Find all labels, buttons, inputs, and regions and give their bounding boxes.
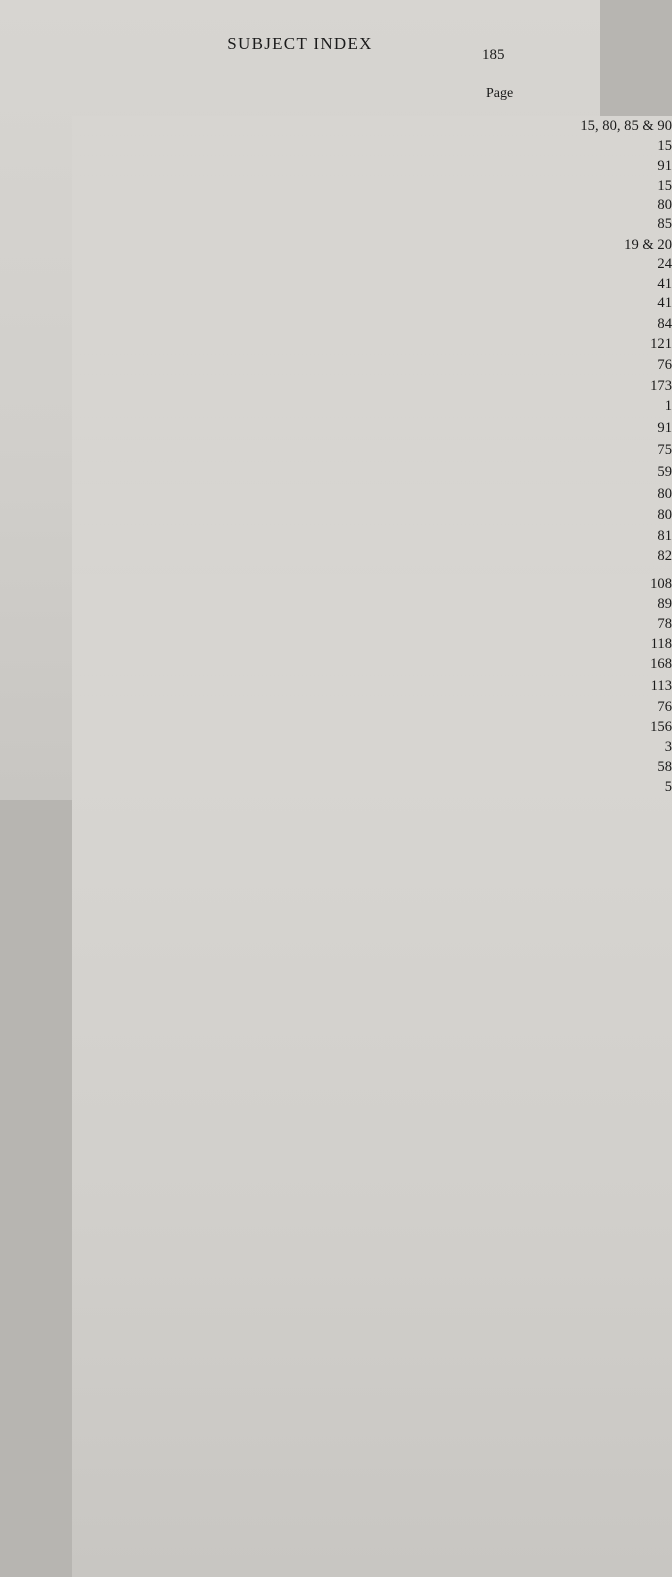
index-entry xyxy=(72,676,672,696)
entry-page: 121 xyxy=(72,334,672,1134)
index-entry xyxy=(72,484,672,504)
entry-page: 5 xyxy=(72,777,672,1577)
index-entry xyxy=(72,334,672,354)
entry-page: 59 xyxy=(72,462,672,1262)
index-entry xyxy=(72,195,672,215)
entry-page: 75 xyxy=(72,440,672,1240)
entry-page: 89 xyxy=(72,594,672,1394)
entry-page: 85 xyxy=(72,214,672,1014)
page-number: 185 xyxy=(482,47,505,63)
index-entry xyxy=(72,214,672,234)
entry-page: 80 xyxy=(72,195,672,995)
page-title: SUBJECT INDEX xyxy=(227,34,373,53)
index-entry xyxy=(72,376,672,396)
entry-page: 108 xyxy=(72,574,672,1374)
index-entry xyxy=(72,235,672,255)
entry-page: 19 & 20 xyxy=(72,235,672,1035)
entry-page: 3 xyxy=(72,737,672,1537)
index-entry xyxy=(72,697,672,717)
entry-page: 113 xyxy=(72,676,672,1476)
index-entry xyxy=(72,254,672,274)
entry-page: 91 xyxy=(72,418,672,1218)
entry-page: 41 xyxy=(72,274,672,1074)
entry-page: 58 xyxy=(72,757,672,1557)
entry-page: 15 xyxy=(72,136,672,936)
index-entry xyxy=(72,594,672,614)
entry-page: 82 xyxy=(72,546,672,1346)
entry-page: 1 xyxy=(72,396,672,1196)
index-entry xyxy=(72,777,672,797)
entry-page: 118 xyxy=(72,634,672,1434)
index-entry xyxy=(72,462,672,482)
entry-page: 41 xyxy=(72,293,672,1093)
index-entry xyxy=(72,116,672,136)
index-entry xyxy=(72,526,672,546)
index-entry xyxy=(72,293,672,313)
entry-page: 76 xyxy=(72,355,672,1155)
index-entry xyxy=(72,634,672,654)
entry-page: 81 xyxy=(72,526,672,1326)
index-entry xyxy=(72,176,672,196)
index-entry xyxy=(72,274,672,294)
entry-page: 76 xyxy=(72,697,672,1497)
index-entry xyxy=(72,418,672,438)
index-entry xyxy=(72,355,672,375)
entry-page: 173 xyxy=(72,376,672,1176)
entry-page: 24 xyxy=(72,254,672,1054)
index-entry xyxy=(72,737,672,757)
index-entry xyxy=(72,546,672,566)
entry-page: 80 xyxy=(72,484,672,1284)
entry-page: 78 xyxy=(72,614,672,1414)
index-entry xyxy=(72,396,672,416)
index-entry xyxy=(72,136,672,156)
entry-page: 84 xyxy=(72,314,672,1114)
page-column-label: Page xyxy=(486,86,514,101)
entry-page: 15 xyxy=(72,176,672,976)
index-entry xyxy=(72,757,672,777)
index-entry xyxy=(72,156,672,176)
index-entry xyxy=(72,654,672,674)
index-entry xyxy=(72,574,672,594)
index-entry xyxy=(72,505,672,525)
entry-page: 15, 80, 85 & 90 xyxy=(72,116,672,916)
index-entry xyxy=(72,314,672,334)
entry-page: 80 xyxy=(72,505,672,1305)
entry-page: 156 xyxy=(72,717,672,1517)
entry-page: 168 xyxy=(72,654,672,1454)
index-entry xyxy=(72,440,672,460)
index-entry xyxy=(72,717,672,737)
index-entry xyxy=(72,614,672,634)
entry-page: 91 xyxy=(72,156,672,956)
